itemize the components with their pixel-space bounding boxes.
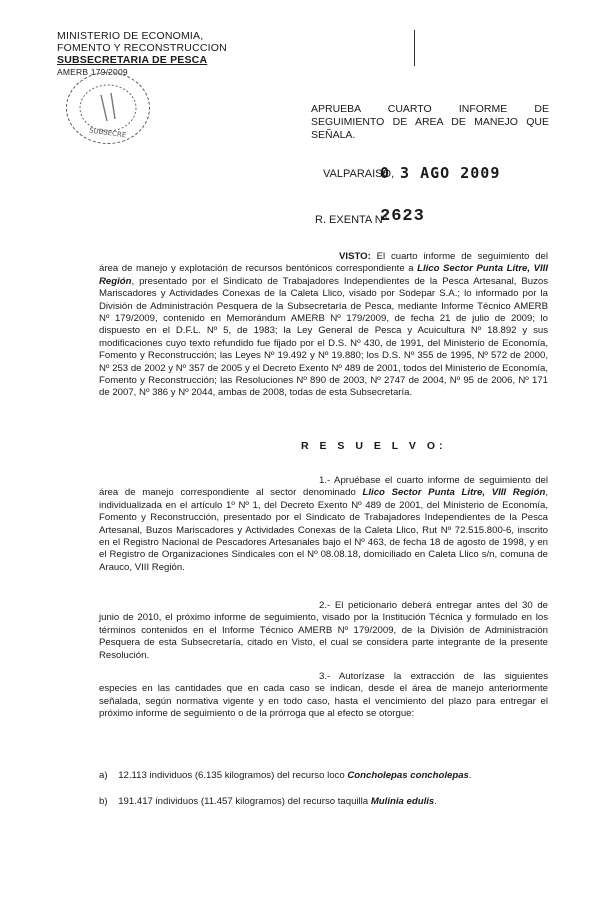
svg-text:SUBSECRE: SUBSECRE (88, 126, 127, 140)
paragraph-2-text: El peticionario deberá entregar antes del 30 de junio de 2010, el próximo informe de seguimiento, visado por la Institución Técnica y formulado en los términos contenidos en el Informe Técnico AMERB Nº 179/2009, de la División de Administración Pesquera de esta Subsecretaría, citado en Visto, el cual se considera parte integrante de la presente Resolución. (99, 600, 548, 661)
item-species: Concholepas concholepas (347, 770, 469, 781)
resuelvo-heading: R E S U E L V O: (301, 440, 447, 452)
visto-paragraph (99, 251, 548, 400)
item-end: . (468, 770, 472, 781)
resolution-label: R. EXENTA Nº (315, 214, 387, 226)
summary-line-2: SEGUIMIENTO DE AREA DE MANEJO QUE (311, 116, 549, 128)
visto-text-1: El cuarto informe de seguimiento del área de manejo y explotación de recursos bentónicos correspondiente a (99, 251, 548, 275)
item-end: . (434, 796, 437, 807)
list-item (99, 770, 472, 781)
date-stamp: 0 3 AGO 2009 (380, 164, 501, 182)
visto-text-2: , presentado por el Sindicato de Trabajadores Independientes de la Pesca Artesanal, Buzos Mariscadores y Actividades Conexas de la Caleta Llico, visado por Sodepar S.A.; lo informado por la División de Administración Pesquera de la Subsecretaría de Pesca, mediante Informe Técnico AMERB Nº 179/2009, contenido en Memorándum AMERB Nº 179/2009, de fecha 21 de julio de 2009; lo dispuesto en el D.F.L. Nº 5, de 1983; la Ley General de Pesca y Acuicultura Nº 18.892 y sus modificaciones cuyo texto refundido fue fijado por el D.S. Nº 430, de 1991, del Ministerio de Economía, Fomento y Reconstrucción; las Leyes Nº 19.492 y Nº 19.880; los D.S. Nº 355 de 1995, Nº 572 de 2000, Nº 253 de 2002 y Nº 357 de 2005 y el Decreto Exento Nº 489 de 2001, todos del Ministerio de Economía, Fomento y Reconstrucción; las Resoluciones Nº 890 de 2003, Nº 2747 de 2004, Nº 95 de 2006, Nº 171 de 2007, Nº 386 y Nº 2044, ambas de 2008, todas de esta Subsecretaría. (99, 275, 548, 399)
paragraph-3-number: 3.- (319, 671, 331, 682)
item-text: 12.113 individuos (6.135 kilogramos) del recurso loco (118, 770, 348, 781)
paragraph-3 (99, 671, 548, 721)
paragraph-2 (99, 600, 548, 662)
paragraph-1 (99, 475, 548, 574)
paragraph-3-text: Autorízase la extracción de las siguientes especies en las cantidades que en cada caso se indican, desde el área de manejo anteriormente señalada, según normativa vigente y en todo caso, hasta el vencimiento del plazo para entregar el próximo informe de seguimiento o de la prórroga que al efecto se otorgue: (99, 671, 548, 720)
paragraph-1-text-1: Apruébase el cuarto informe de seguimiento del área de manejo correspondiente al sector denominado (99, 475, 548, 499)
place-label: VALPARAISO, (323, 168, 395, 180)
seal-graphic (67, 73, 149, 143)
reference-code: AMERB 179/2009 (57, 67, 128, 77)
paragraph-1-number: 1.- (319, 475, 331, 486)
visto-label: VISTO: (339, 251, 371, 262)
subsecretaria-line: SUBSECRETARIA DE PESCA (57, 54, 208, 66)
item-letter: a) (99, 770, 108, 781)
ministry-line-2: FOMENTO Y RECONSTRUCCION (57, 42, 227, 54)
margin-mark (414, 30, 415, 66)
item-text: 191.417 individuos (11.457 kilogramos) del recurso taquilla (118, 796, 371, 807)
visto-sector: Llico Sector Punta Litre, VIII Región (99, 263, 548, 287)
list-item (99, 796, 437, 807)
paragraph-1-text-2: , individualizada en el artículo 1º Nº 1, del Decreto Exento Nº 489 de 2001, del Ministerio de Economía, Fomento y Reconstrucción, presentado por el Sindicato de Trabajadores Independientes de la Pesca Artesanal, Buzos Mariscadores y Actividades Conexas de la Caleta Llico, Rut Nº 72.515.800-6, inscrito en el Registro Nacional de Pescadores Artesanales bajo el Nº 463, de fecha 18 de agosto de 1998, y en el Registro de Organizaciones Sindicales con el Nº 08.08.18, domiciliado en Caleta Llico s/n, comuna de Arauco, VIII Región. (99, 487, 548, 573)
paragraph-1-sector: Llico Sector Punta Litre, VIII Región (362, 487, 546, 499)
ministry-line-1: MINISTERIO DE ECONOMIA, (57, 30, 204, 42)
summary-line-1: APRUEBA CUARTO INFORME DE (311, 103, 549, 115)
item-letter: b) (99, 796, 108, 807)
resolution-number: 2623 (380, 207, 425, 226)
item-species: Mulinia edulis (370, 796, 435, 807)
paragraph-2-number: 2.- (319, 600, 331, 611)
summary-line-3: SEÑALA. (311, 129, 356, 141)
seal-stamp (66, 72, 150, 144)
